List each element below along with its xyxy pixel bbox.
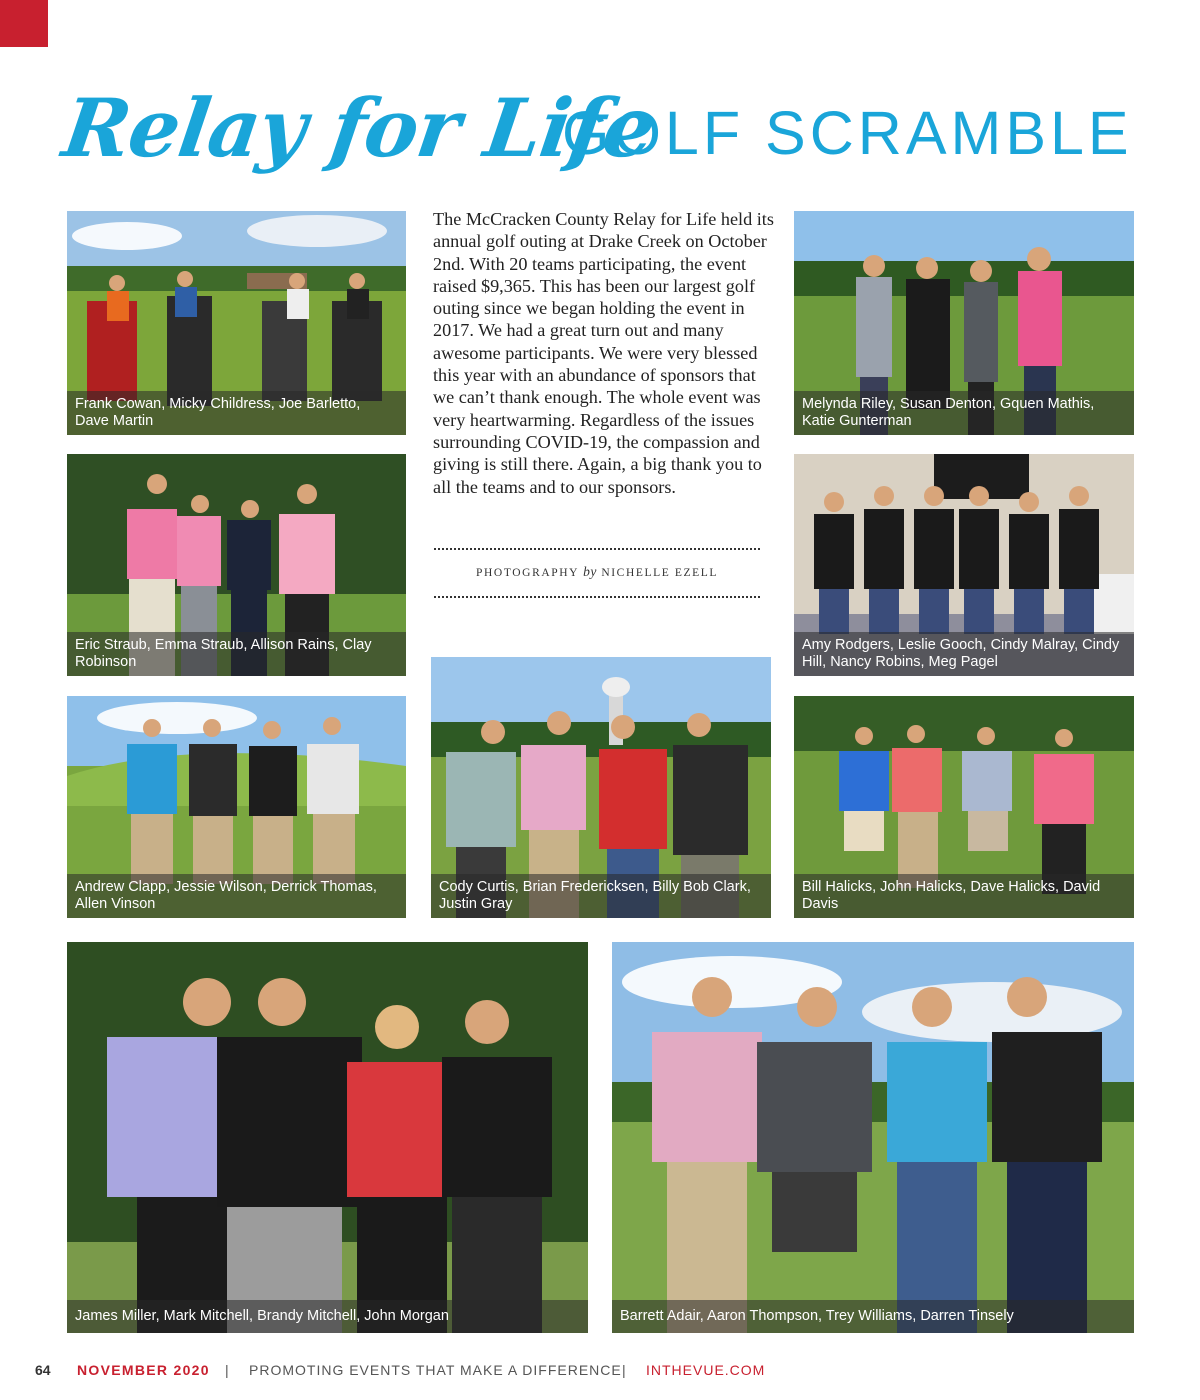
photo-water-tower-foursome [431,657,771,918]
photo-caption: Bill Halicks, John Halicks, Dave Halicks, David Davis [794,874,1134,918]
photo-caption: Eric Straub, Emma Straub, Allison Rains, Clay Robinson [67,632,406,676]
photo-mitchell-foursome [67,942,588,1333]
photo-caption: Barrett Adair, Aaron Thompson, Trey Williams, Darren Tinsely [612,1300,1134,1333]
photo-adair-foursome [612,942,1134,1333]
photo-caption: Andrew Clapp, Jessie Wilson, Derrick Thomas, Allen Vinson [67,874,406,918]
photo-caption: Amy Rodgers, Leslie Gooch, Cindy Malray, Cindy Hill, Nancy Robins, Meg Pagel [794,632,1134,676]
photo-indoor-group [794,454,1134,676]
issue-date: NOVEMBER 2020 [77,1362,210,1378]
photo-golf-carts [67,211,406,435]
corner-accent-block [0,0,48,47]
photo-caption: Cody Curtis, Brian Fredericksen, Billy Bob Clark, Justin Gray [431,874,771,918]
photo-caption: James Miller, Mark Mitchell, Brandy Mitchell, John Morgan [67,1300,588,1333]
page-number: 64 [35,1362,51,1378]
title-script: Relay for Life [57,81,661,175]
footer-separator: | [225,1362,229,1378]
photo-caption: Melynda Riley, Susan Denton, Gquen Mathis, Katie Gunterman [794,391,1134,435]
footer-tagline: PROMOTING EVENTS THAT MAKE A DIFFERENCE [249,1362,622,1378]
photo-green-foursome [794,696,1134,918]
credit-prefix: PHOTOGRAPHY [476,567,579,579]
photo-hillside-foursome [67,696,406,918]
photo-credit [434,548,760,598]
footer-website-link[interactable]: INTHEVUE.COM [646,1362,766,1378]
photo-women-foursome [794,211,1134,435]
page-title [57,78,1144,178]
photo-caption: Frank Cowan, Micky Childress, Joe Barletto, Dave Martin [67,391,406,435]
photo-pink-foursome [67,454,406,676]
credit-by: by [583,564,597,579]
page-footer [35,1361,1135,1381]
article-body: The McCracken County Relay for Life held its annual golf outing at Drake Creek on October 2nd. With 20 teams participating, the event raised $9,365. This has been our largest golf outing since we began holding the event in 2017. We had a great turn out and many awesome participants. We were very blessed this year with an abundance of sponsors that we can’t thank enough. The whole event was very heartwarming. Regardless of the issues surrounding COVID-19, the compassion and giving is still there. Again, a big thank you to all the teams and to our sponsors. [433,209,774,497]
title-caps: GOLF SCRAMBLE [562,99,1133,167]
credit-name: NICHELLE EZELL [601,567,718,579]
footer-separator: | [622,1362,626,1378]
